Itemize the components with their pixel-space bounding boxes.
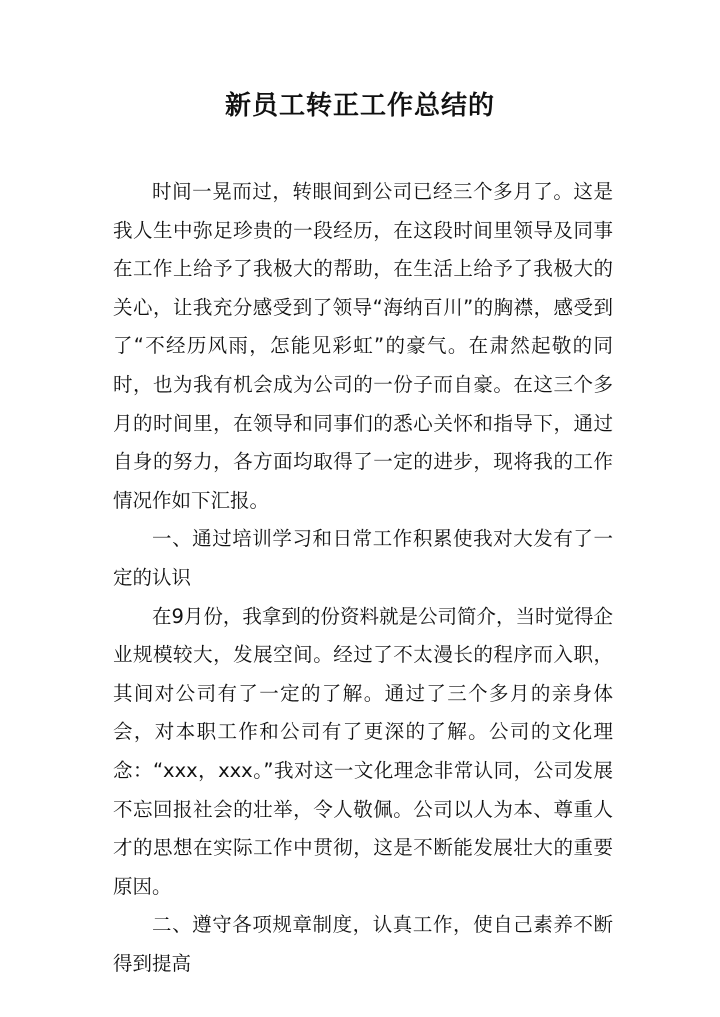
section-heading-2: 二、遵守各项规章制度，认真工作，使自己素养不断得到提高 [113,913,613,975]
paragraph-intro: 时间一晃而过，转眼间到公司已经三个多月了。这是我人生中弥足珍贵的一段经历，在这段时间里领导及同事在工作上给予了我极大的帮助，在生活上给予了我极大的关心，让我充分感受到了领导“海纳百川”的胸襟，感受到了“不经历风雨，怎能见彩虹”的豪气。在肃然起敬的同时，也为我有机会成为公司的一份子而自豪。在这三个多月的时间里，在领导和同事们的悉心关怀和指导下，通过自身的努力，各方面均取得了一定的进步，现将我的工作情况作如下汇报。 [113,180,613,512]
document-title: 新员工转正工作总结的 [224,91,495,121]
section-heading-1: 一、通过培训学习和日常工作积累使我对大发有了一定的认识 [113,527,613,589]
paragraph-section-1: 在9月份，我拿到的份资料就是公司简介，当时觉得企业规模较大，发展空间。经过了不太漫长的程序而入职，其间对公司有了一定的了解。通过了三个多月的亲身体会，对本职工作和公司有了更深的了解。公司的文化理念：“xxx，xxx。”我对这一文化理念非常认同，公司发展不忘回报社会的壮举，令人敬佩。公司以人为本、尊重人才的思想在实际工作中贯彻，这是不断能发展壮大的重要原因。 [113,604,613,898]
document-body [113,173,613,983]
